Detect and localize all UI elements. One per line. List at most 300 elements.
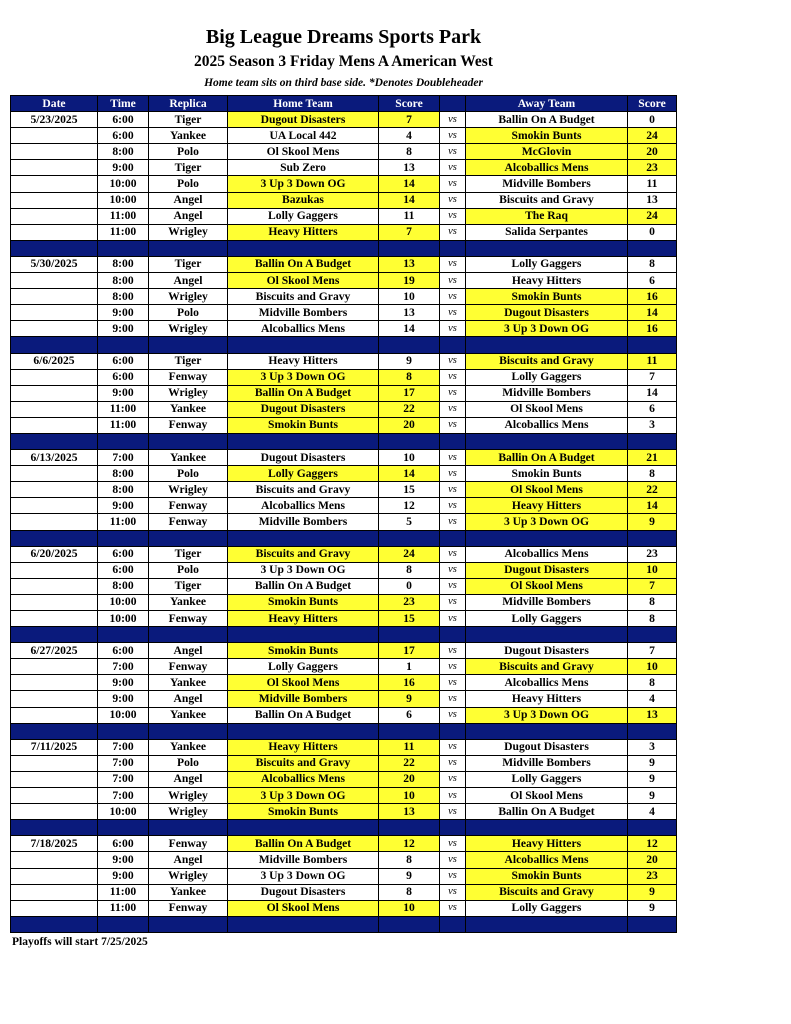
vs-label: vs [440,482,466,498]
col-header-away-score: Score [628,96,677,112]
separator-cell [466,627,628,643]
game-time: 10:00 [98,611,149,627]
table-row [11,771,677,787]
home-team: Ballin On A Budget [228,578,379,594]
game-field: Wrigley [149,321,228,337]
week-separator-row [11,240,677,256]
home-team: Biscuits and Gravy [228,289,379,305]
away-team: Smokin Bunts [466,289,628,305]
away-team: Biscuits and Gravy [466,659,628,675]
table-row [11,466,677,482]
table-row [11,884,677,900]
col-header-date: Date [11,96,98,112]
week-separator-row [11,627,677,643]
vs-label: vs [440,514,466,530]
away-team: 3 Up 3 Down OG [466,321,628,337]
home-team: Alcoballics Mens [228,321,379,337]
game-field: Fenway [149,900,228,916]
game-field: Angel [149,771,228,787]
game-date [11,401,98,417]
vs-label: vs [440,224,466,240]
table-row [11,176,677,192]
game-date: 6/20/2025 [11,546,98,562]
vs-label: vs [440,385,466,401]
home-team: Ol Skool Mens [228,144,379,160]
vs-label: vs [440,256,466,272]
separator-cell [11,337,98,353]
separator-cell [440,337,466,353]
vs-label: vs [440,401,466,417]
home-score: 19 [379,273,440,289]
col-header-replica: Replica [149,96,228,112]
table-row [11,385,677,401]
home-score: 10 [379,900,440,916]
away-team: Alcoballics Mens [466,160,628,176]
table-row [11,128,677,144]
game-date [11,611,98,627]
table-row [11,675,677,691]
home-score: 22 [379,755,440,771]
game-field: Yankee [149,884,228,900]
home-team: Smokin Bunts [228,594,379,610]
game-field: Tiger [149,546,228,562]
game-time: 6:00 [98,643,149,659]
table-row [11,852,677,868]
game-field: Fenway [149,836,228,852]
table-row [11,417,677,433]
away-team: 3 Up 3 Down OG [466,514,628,530]
home-score: 7 [379,112,440,128]
game-time: 9:00 [98,305,149,321]
game-field: Tiger [149,160,228,176]
home-team: Heavy Hitters [228,739,379,755]
separator-cell [379,433,440,449]
home-score: 24 [379,546,440,562]
separator-cell [11,530,98,546]
away-team: Heavy Hitters [466,273,628,289]
separator-cell [98,433,149,449]
game-time: 8:00 [98,482,149,498]
away-score: 16 [628,321,677,337]
away-score: 8 [628,594,677,610]
separator-cell [628,916,677,932]
home-team: Dugout Disasters [228,112,379,128]
game-field: Tiger [149,112,228,128]
separator-cell [379,530,440,546]
home-team: Dugout Disasters [228,450,379,466]
vs-label: vs [440,659,466,675]
home-team: Heavy Hitters [228,611,379,627]
separator-cell [440,723,466,739]
home-score: 17 [379,385,440,401]
vs-label: vs [440,305,466,321]
game-field: Fenway [149,417,228,433]
away-team: Smokin Bunts [466,128,628,144]
separator-cell [466,530,628,546]
home-team: Alcoballics Mens [228,498,379,514]
game-field: Angel [149,691,228,707]
home-team: Midville Bombers [228,852,379,868]
separator-cell [228,530,379,546]
away-team: Alcoballics Mens [466,852,628,868]
home-team: 3 Up 3 Down OG [228,562,379,578]
game-date [11,514,98,530]
home-score: 13 [379,256,440,272]
home-team: Biscuits and Gravy [228,546,379,562]
home-score: 8 [379,369,440,385]
away-team: Ballin On A Budget [466,804,628,820]
home-score: 5 [379,514,440,530]
vs-label: vs [440,643,466,659]
vs-label: vs [440,804,466,820]
vs-label: vs [440,546,466,562]
away-team: Midville Bombers [466,594,628,610]
separator-cell [466,723,628,739]
vs-label: vs [440,836,466,852]
separator-cell [466,433,628,449]
table-header-row [11,96,677,112]
game-date [11,771,98,787]
game-field: Fenway [149,514,228,530]
game-field: Yankee [149,707,228,723]
table-row [11,611,677,627]
game-date [11,498,98,514]
game-time: 9:00 [98,321,149,337]
away-score: 8 [628,611,677,627]
away-team: Midville Bombers [466,176,628,192]
home-score: 9 [379,691,440,707]
away-team: Dugout Disasters [466,643,628,659]
separator-cell [149,723,228,739]
col-header-home-score: Score [379,96,440,112]
away-score: 12 [628,836,677,852]
game-time: 11:00 [98,900,149,916]
away-team: Alcoballics Mens [466,417,628,433]
game-date: 6/13/2025 [11,450,98,466]
home-score: 4 [379,128,440,144]
game-field: Fenway [149,498,228,514]
separator-cell [379,627,440,643]
game-date [11,900,98,916]
game-time: 6:00 [98,836,149,852]
vs-label: vs [440,691,466,707]
table-row [11,739,677,755]
away-team: Heavy Hitters [466,691,628,707]
game-time: 10:00 [98,707,149,723]
game-time: 7:00 [98,659,149,675]
vs-label: vs [440,128,466,144]
home-team: 3 Up 3 Down OG [228,369,379,385]
game-time: 7:00 [98,450,149,466]
table-row [11,804,677,820]
away-score: 10 [628,659,677,675]
week-separator-row [11,820,677,836]
game-date [11,369,98,385]
game-field: Polo [149,144,228,160]
separator-cell [149,433,228,449]
vs-label: vs [440,273,466,289]
home-team: Ballin On A Budget [228,385,379,401]
table-row [11,321,677,337]
separator-cell [228,240,379,256]
separator-cell [466,916,628,932]
separator-cell [628,627,677,643]
away-team: Ballin On A Budget [466,112,628,128]
separator-cell [11,240,98,256]
table-row [11,755,677,771]
home-score: 13 [379,804,440,820]
away-score: 9 [628,755,677,771]
away-score: 14 [628,305,677,321]
home-score: 14 [379,192,440,208]
game-time: 8:00 [98,144,149,160]
game-time: 11:00 [98,417,149,433]
table-row [11,788,677,804]
home-score: 10 [379,788,440,804]
vs-label: vs [440,562,466,578]
away-score: 24 [628,208,677,224]
table-row [11,273,677,289]
game-time: 6:00 [98,546,149,562]
game-date [11,144,98,160]
game-date [11,675,98,691]
separator-cell [628,723,677,739]
game-date [11,385,98,401]
away-team: Ballin On A Budget [466,450,628,466]
separator-cell [228,433,379,449]
separator-cell [11,723,98,739]
table-row [11,707,677,723]
table-row [11,482,677,498]
separator-cell [11,820,98,836]
away-score: 6 [628,401,677,417]
table-row [11,160,677,176]
game-field: Yankee [149,401,228,417]
away-score: 23 [628,160,677,176]
game-date [11,321,98,337]
game-date [11,788,98,804]
table-row [11,514,677,530]
home-score: 8 [379,144,440,160]
home-score: 12 [379,498,440,514]
vs-label: vs [440,578,466,594]
home-score: 1 [379,659,440,675]
game-field: Tiger [149,578,228,594]
away-score: 9 [628,788,677,804]
separator-cell [98,627,149,643]
away-team: Biscuits and Gravy [466,192,628,208]
vs-label: vs [440,900,466,916]
away-team: Ol Skool Mens [466,401,628,417]
home-score: 9 [379,353,440,369]
separator-cell [628,433,677,449]
game-field: Angel [149,273,228,289]
vs-label: vs [440,771,466,787]
home-team: Ballin On A Budget [228,256,379,272]
away-team: Heavy Hitters [466,498,628,514]
away-score: 0 [628,224,677,240]
separator-cell [466,240,628,256]
game-field: Yankee [149,739,228,755]
separator-cell [228,723,379,739]
separator-cell [379,240,440,256]
home-team: 3 Up 3 Down OG [228,176,379,192]
away-team: Heavy Hitters [466,836,628,852]
away-team: Dugout Disasters [466,562,628,578]
game-time: 8:00 [98,578,149,594]
separator-cell [98,723,149,739]
separator-cell [149,530,228,546]
col-header-vs [440,96,466,112]
game-time: 7:00 [98,755,149,771]
game-field: Angel [149,208,228,224]
away-team: Midville Bombers [466,755,628,771]
home-score: 7 [379,224,440,240]
vs-label: vs [440,192,466,208]
home-score: 17 [379,643,440,659]
game-time: 9:00 [98,385,149,401]
separator-cell [440,530,466,546]
game-date [11,868,98,884]
game-date [11,578,98,594]
game-time: 9:00 [98,675,149,691]
game-time: 8:00 [98,289,149,305]
home-team: Heavy Hitters [228,353,379,369]
vs-label: vs [440,675,466,691]
separator-cell [98,337,149,353]
away-team: Smokin Bunts [466,466,628,482]
home-team: Midville Bombers [228,514,379,530]
home-score: 11 [379,208,440,224]
home-team: Lolly Gaggers [228,208,379,224]
col-header-away-team: Away Team [466,96,628,112]
home-team: Smokin Bunts [228,643,379,659]
separator-cell [11,433,98,449]
table-row [11,450,677,466]
away-score: 8 [628,466,677,482]
game-field: Wrigley [149,385,228,401]
away-score: 24 [628,128,677,144]
vs-label: vs [440,369,466,385]
table-row [11,578,677,594]
game-date [11,160,98,176]
game-field: Fenway [149,611,228,627]
game-field: Wrigley [149,804,228,820]
home-score: 16 [379,675,440,691]
home-score: 9 [379,868,440,884]
separator-cell [466,337,628,353]
game-time: 10:00 [98,594,149,610]
away-team: McGlovin [466,144,628,160]
table-row [11,691,677,707]
separator-cell [228,820,379,836]
game-date [11,852,98,868]
game-time: 11:00 [98,514,149,530]
away-score: 9 [628,514,677,530]
game-date [11,755,98,771]
away-score: 8 [628,256,677,272]
week-separator-row [11,723,677,739]
away-score: 0 [628,112,677,128]
game-date: 6/6/2025 [11,353,98,369]
vs-label: vs [440,176,466,192]
separator-cell [98,240,149,256]
table-row [11,224,677,240]
game-date [11,707,98,723]
table-row [11,868,677,884]
away-team: Salida Serpantes [466,224,628,240]
separator-cell [379,337,440,353]
home-team: UA Local 442 [228,128,379,144]
home-team: Heavy Hitters [228,224,379,240]
separator-cell [11,627,98,643]
away-score: 10 [628,562,677,578]
away-score: 4 [628,804,677,820]
game-time: 6:00 [98,128,149,144]
vs-label: vs [440,353,466,369]
week-separator-row [11,530,677,546]
game-date [11,482,98,498]
away-score: 7 [628,643,677,659]
table-row [11,256,677,272]
home-team: Sub Zero [228,160,379,176]
away-team: Lolly Gaggers [466,369,628,385]
away-score: 8 [628,675,677,691]
vs-label: vs [440,611,466,627]
game-field: Fenway [149,369,228,385]
home-score: 6 [379,707,440,723]
home-score: 8 [379,852,440,868]
game-field: Wrigley [149,224,228,240]
game-field: Polo [149,176,228,192]
home-team: Ol Skool Mens [228,273,379,289]
game-date [11,594,98,610]
separator-cell [149,916,228,932]
game-date [11,208,98,224]
away-team: Alcoballics Mens [466,675,628,691]
home-score: 12 [379,836,440,852]
away-score: 7 [628,578,677,594]
away-team: Smokin Bunts [466,868,628,884]
home-score: 20 [379,417,440,433]
game-date [11,417,98,433]
week-separator-row [11,916,677,932]
vs-label: vs [440,144,466,160]
home-team: Dugout Disasters [228,401,379,417]
game-field: Wrigley [149,289,228,305]
game-date [11,562,98,578]
game-field: Tiger [149,353,228,369]
vs-label: vs [440,594,466,610]
footer-note: Playoffs will start 7/25/2025 [12,936,148,948]
game-time: 10:00 [98,192,149,208]
away-score: 11 [628,176,677,192]
game-time: 10:00 [98,804,149,820]
separator-cell [628,530,677,546]
table-row [11,192,677,208]
separator-cell [628,240,677,256]
away-team: Lolly Gaggers [466,771,628,787]
away-score: 20 [628,852,677,868]
game-field: Angel [149,643,228,659]
home-team: Midville Bombers [228,305,379,321]
away-score: 23 [628,546,677,562]
vs-label: vs [440,112,466,128]
vs-label: vs [440,868,466,884]
home-team: Smokin Bunts [228,804,379,820]
game-time: 8:00 [98,273,149,289]
home-score: 20 [379,771,440,787]
